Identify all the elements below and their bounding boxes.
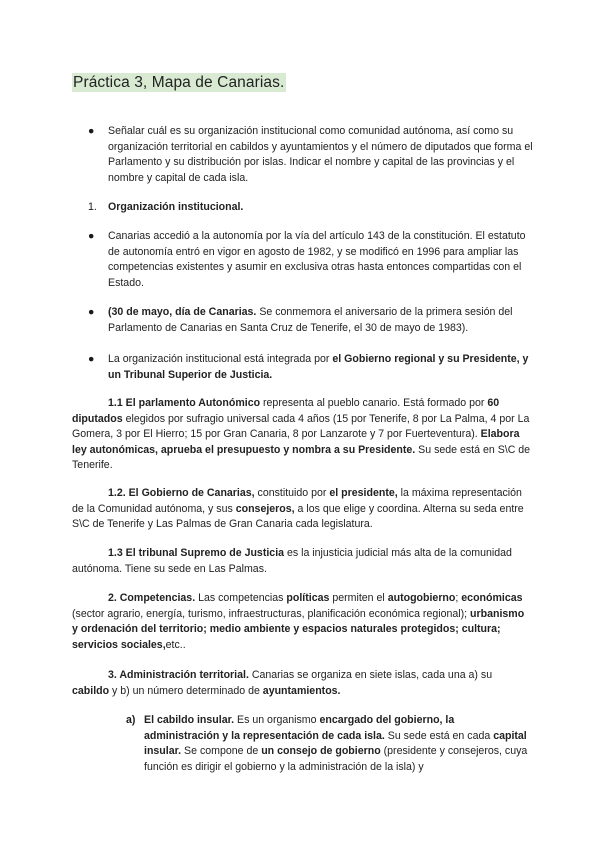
parlamento-bold-2: Elabora ley autonómicas, aprueba el presupuesto y nombra a su Presidente.	[72, 428, 520, 456]
organizacion-text: La organización institucional está integrada por	[108, 353, 333, 365]
cabildo-text-2: Su sede está en cada	[384, 729, 494, 742]
competencias-bold-1: políticas	[286, 592, 330, 604]
dia-canarias-bold: (30 de mayo, día de Canarias.	[108, 306, 257, 318]
parlamento-text-3: Su sede está en S\C de Tenerife.	[72, 443, 531, 472]
list-label-a: a)	[126, 714, 136, 726]
cabildo-bold-3: un consejo de gobierno	[261, 745, 381, 758]
cabildo-bold-2: capital insular.	[144, 729, 527, 758]
administracion-bold-2: ayuntamientos.	[262, 684, 341, 697]
competencias-text-4: (sector agrario, energía, turismo, infraestructuras, planificación económica regional);	[72, 607, 471, 620]
section-heading-text: Organización institucional.	[108, 201, 244, 213]
bullet-marker: ●	[88, 306, 95, 318]
organizacion-bold: el Gobierno regional y su Presidente, y un Tribunal Superior de Justicia.	[108, 353, 529, 381]
competencias-text-1: Las competencias	[195, 592, 287, 604]
parlamento-text-1: representa al pueblo canario. Está formado por	[260, 397, 488, 409]
competencias-bold-3: económicas	[461, 592, 523, 604]
administracion-bold-1: cabildo	[72, 684, 110, 697]
cabildo-text-1: Es un organismo	[234, 714, 320, 726]
competencias-text-3: ;	[455, 592, 462, 604]
dia-canarias-bullet	[108, 305, 533, 336]
competencias-bold-4: urbanismo y ordenación del territorio; medio ambiente y espacios naturales protegidos; cultura; servicios sociales,	[72, 607, 525, 651]
tribunal-heading: 1.3 El tribunal Supremo de Justicia	[108, 547, 285, 559]
gobierno-text-2: la máxima representación de la Comunidad autónoma, y sus	[72, 487, 522, 515]
administracion-paragraph	[72, 668, 532, 699]
autonomia-bullet-text: Canarias accedió a la autonomía por la vía del artículo 143 de la constitución. El estatuto de autonomía entró en vigor en agosto de 1982, y se modificó en 1996 para ampliar las competencias existentes y asumir en exclusiva otras hasta entonces compartidas con el Estado.	[108, 230, 526, 289]
competencias-bold-2: autogobierno	[387, 592, 456, 604]
dia-canarias-text: Se conmemora el aniversario de la primera sesión del Parlamento de Canarias en Santa Cruz de Tenerife, el 30 de mayo de 1983).	[108, 306, 513, 334]
bullet-marker: ●	[88, 353, 95, 365]
administracion-text-2: y b) un número determinado de	[109, 684, 263, 697]
section-heading	[108, 200, 533, 216]
intro-bullet-text: Señalar cuál es su organización institucional como comunidad autónoma, así como su organización territorial en cabildos y ayuntamientos y el número de diputados que forma el Parlamento y su distribución por islas. Indicar el nombre y capital de las provincias y el nombre y capital de cada isla.	[108, 125, 533, 184]
organizacion-bullet	[108, 352, 533, 383]
cabildo-text-3: Se compone de	[181, 745, 262, 758]
section-number: 1.	[88, 201, 97, 213]
competencias-text-5: etc..	[165, 638, 186, 651]
cabildo-text-4: (presidente y consejeros, cuya función es dirigir el gobierno y la administración de la isla) y	[144, 745, 528, 773]
gobierno-paragraph	[72, 486, 532, 533]
parlamento-paragraph	[72, 396, 532, 474]
cabildo-paragraph	[144, 713, 532, 775]
tribunal-text: es la injusticia judicial más alta de la comunidad autónoma. Tiene su sede en Las Palmas.	[72, 547, 512, 575]
gobierno-bold-2: consejeros,	[235, 502, 295, 515]
competencias-text-2: permiten el	[329, 592, 388, 604]
parlamento-heading: 1.1 El parlamento Autonómico	[108, 397, 261, 409]
gobierno-text-1: constituido por	[254, 487, 330, 499]
gobierno-heading: 1.2. El Gobierno de Canarias,	[108, 487, 255, 499]
bullet-marker: ●	[88, 125, 95, 137]
tribunal-paragraph	[72, 546, 532, 577]
gobierno-text-3: a los que elige y coordina. Alterna su seda entre S\C de Tenerife y Las Palmas de Gran Canaria cada legislatura.	[72, 502, 524, 531]
competencias-paragraph	[72, 591, 532, 653]
cabildo-bold-1: encargado del gobierno, la administración y la representación de cada isla.	[144, 714, 455, 742]
page-title: Práctica 3, Mapa de Canarias.	[73, 74, 285, 91]
cabildo-heading: El cabildo insular.	[144, 714, 235, 726]
administracion-text-1: Canarias se organiza en siete islas, cada una a) su	[248, 669, 493, 681]
administracion-heading: 3. Administración territorial.	[108, 669, 249, 681]
parlamento-bold-1: 60 diputados	[72, 397, 500, 425]
parlamento-text-2: elegidos por sufragio universal cada 4 años (15 por Tenerife, 8 por La Palma, 4 por La Gomera, 3 por El Hierro; 15 por Gran Canaria, 8 por Lanzarote y 7 por Fuerteventura).	[72, 412, 530, 441]
bullet-marker: ●	[88, 230, 95, 242]
competencias-heading: 2. Competencias.	[108, 592, 196, 604]
gobierno-bold-1: el presidente,	[329, 487, 398, 499]
